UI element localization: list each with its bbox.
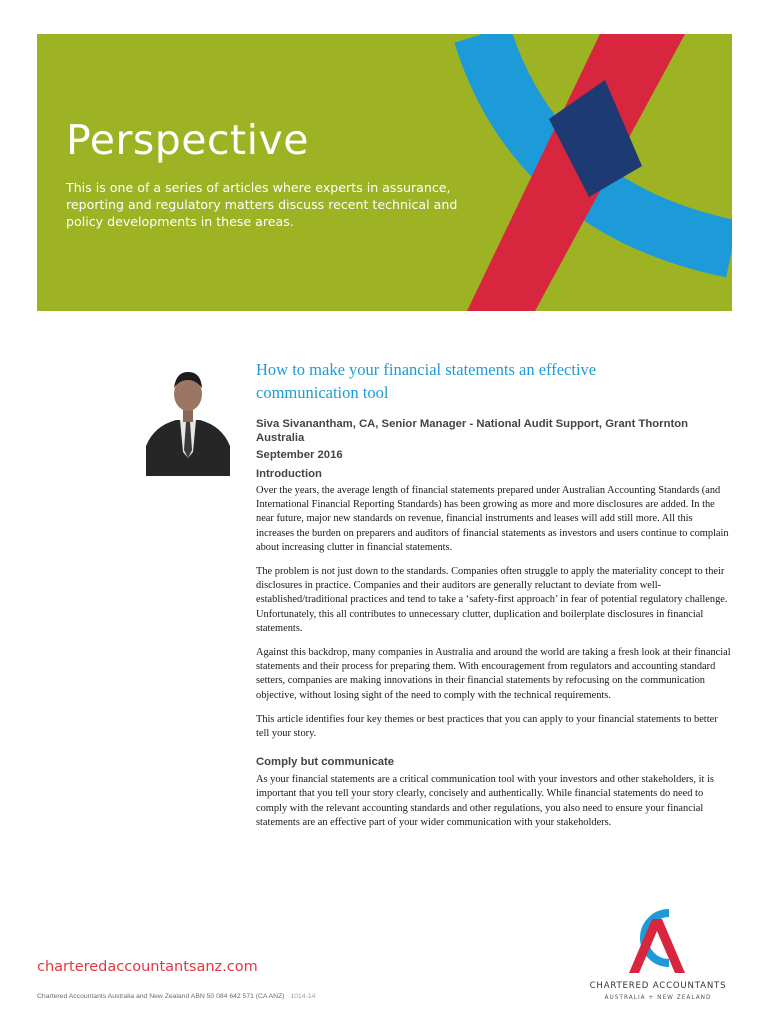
paragraph: The problem is not just down to the standards. Companies often struggle to apply the materiality concept to their disclosures in practice. Companies and their auditors are generally reluctant to deviate from well-established/traditional practices and tend to take a ‘safety-first approach’ in fear of potential regulatory challenge. Unfortunately, this all contributes to unnecessary clutter, duplication and boilerplate disclosures in financial statements. bbox=[256, 566, 728, 634]
paragraph: As your financial statements are a critical communication tool with your investors and other stakeholders, it is important that you tell your story clearly, concisely and authentically. While financial statements do need to comply with the relevant accounting standards and other regulations, you also need to ensure your financial statements are an effective part of your wider communication with your stakeholders. bbox=[256, 774, 714, 828]
paragraph: Against this backdrop, many companies in Australia and around the world are taking a fresh look at their financial statements and their process for preparing them. With encouragement from regulators and accounting standard setters, companies are making innovations in their financial statements by refocusing on the communication objective, without losing sight of the need to comply with the technical requirements. bbox=[256, 647, 731, 701]
section-heading-comply: Comply but communicate bbox=[256, 756, 395, 769]
paragraph: Over the years, the average length of financial statements prepared under Australian Accounting Standards (and International Financial Reporting Standards) has been growing as more and more disclosures are added. In the near future, major new standards on revenue, financial instruments and leases will add still more. All this increases the burden on preparers and auditors of financial statements as investors and users continue to complain about increasing clutter in financial statements. bbox=[256, 485, 729, 553]
article-date: September 2016 bbox=[256, 449, 343, 461]
logo-region: AUSTRALIA + NEW ZEALAND bbox=[604, 995, 712, 1001]
article-content bbox=[256, 358, 732, 840]
author-line: Siva Sivanantham, CA, Senior Manager - National Audit Support, Grant Thornton Australia bbox=[256, 418, 689, 444]
legal-text: Chartered Accountants Australia and New Zealand ABN 50 084 642 571 (CA ANZ) bbox=[37, 993, 285, 1000]
paragraph: This article identifies four key themes or best practices that you can apply to your financial statements to better tell your story. bbox=[256, 713, 718, 740]
perspective-banner bbox=[37, 34, 732, 311]
website-link[interactable]: charteredaccountantsanz.com bbox=[37, 959, 258, 975]
logo-name: CHARTERED ACCOUNTANTS bbox=[589, 981, 727, 991]
document-code: 1014-14 bbox=[290, 993, 316, 1000]
banner-title: Perspective bbox=[66, 116, 309, 164]
article-title: How to make your financial statements an effective communication tool bbox=[256, 360, 597, 402]
section-heading-introduction: Introduction bbox=[256, 468, 322, 480]
ca-anz-logo-icon bbox=[625, 905, 689, 975]
banner-subtitle: This is one of a series of articles where experts in assurance, reporting and regulatory matters discuss recent technical and policy developments in these areas. bbox=[66, 180, 458, 229]
author-photo bbox=[146, 362, 230, 476]
banner-graphic bbox=[37, 34, 732, 311]
legal-notice bbox=[37, 993, 315, 1000]
